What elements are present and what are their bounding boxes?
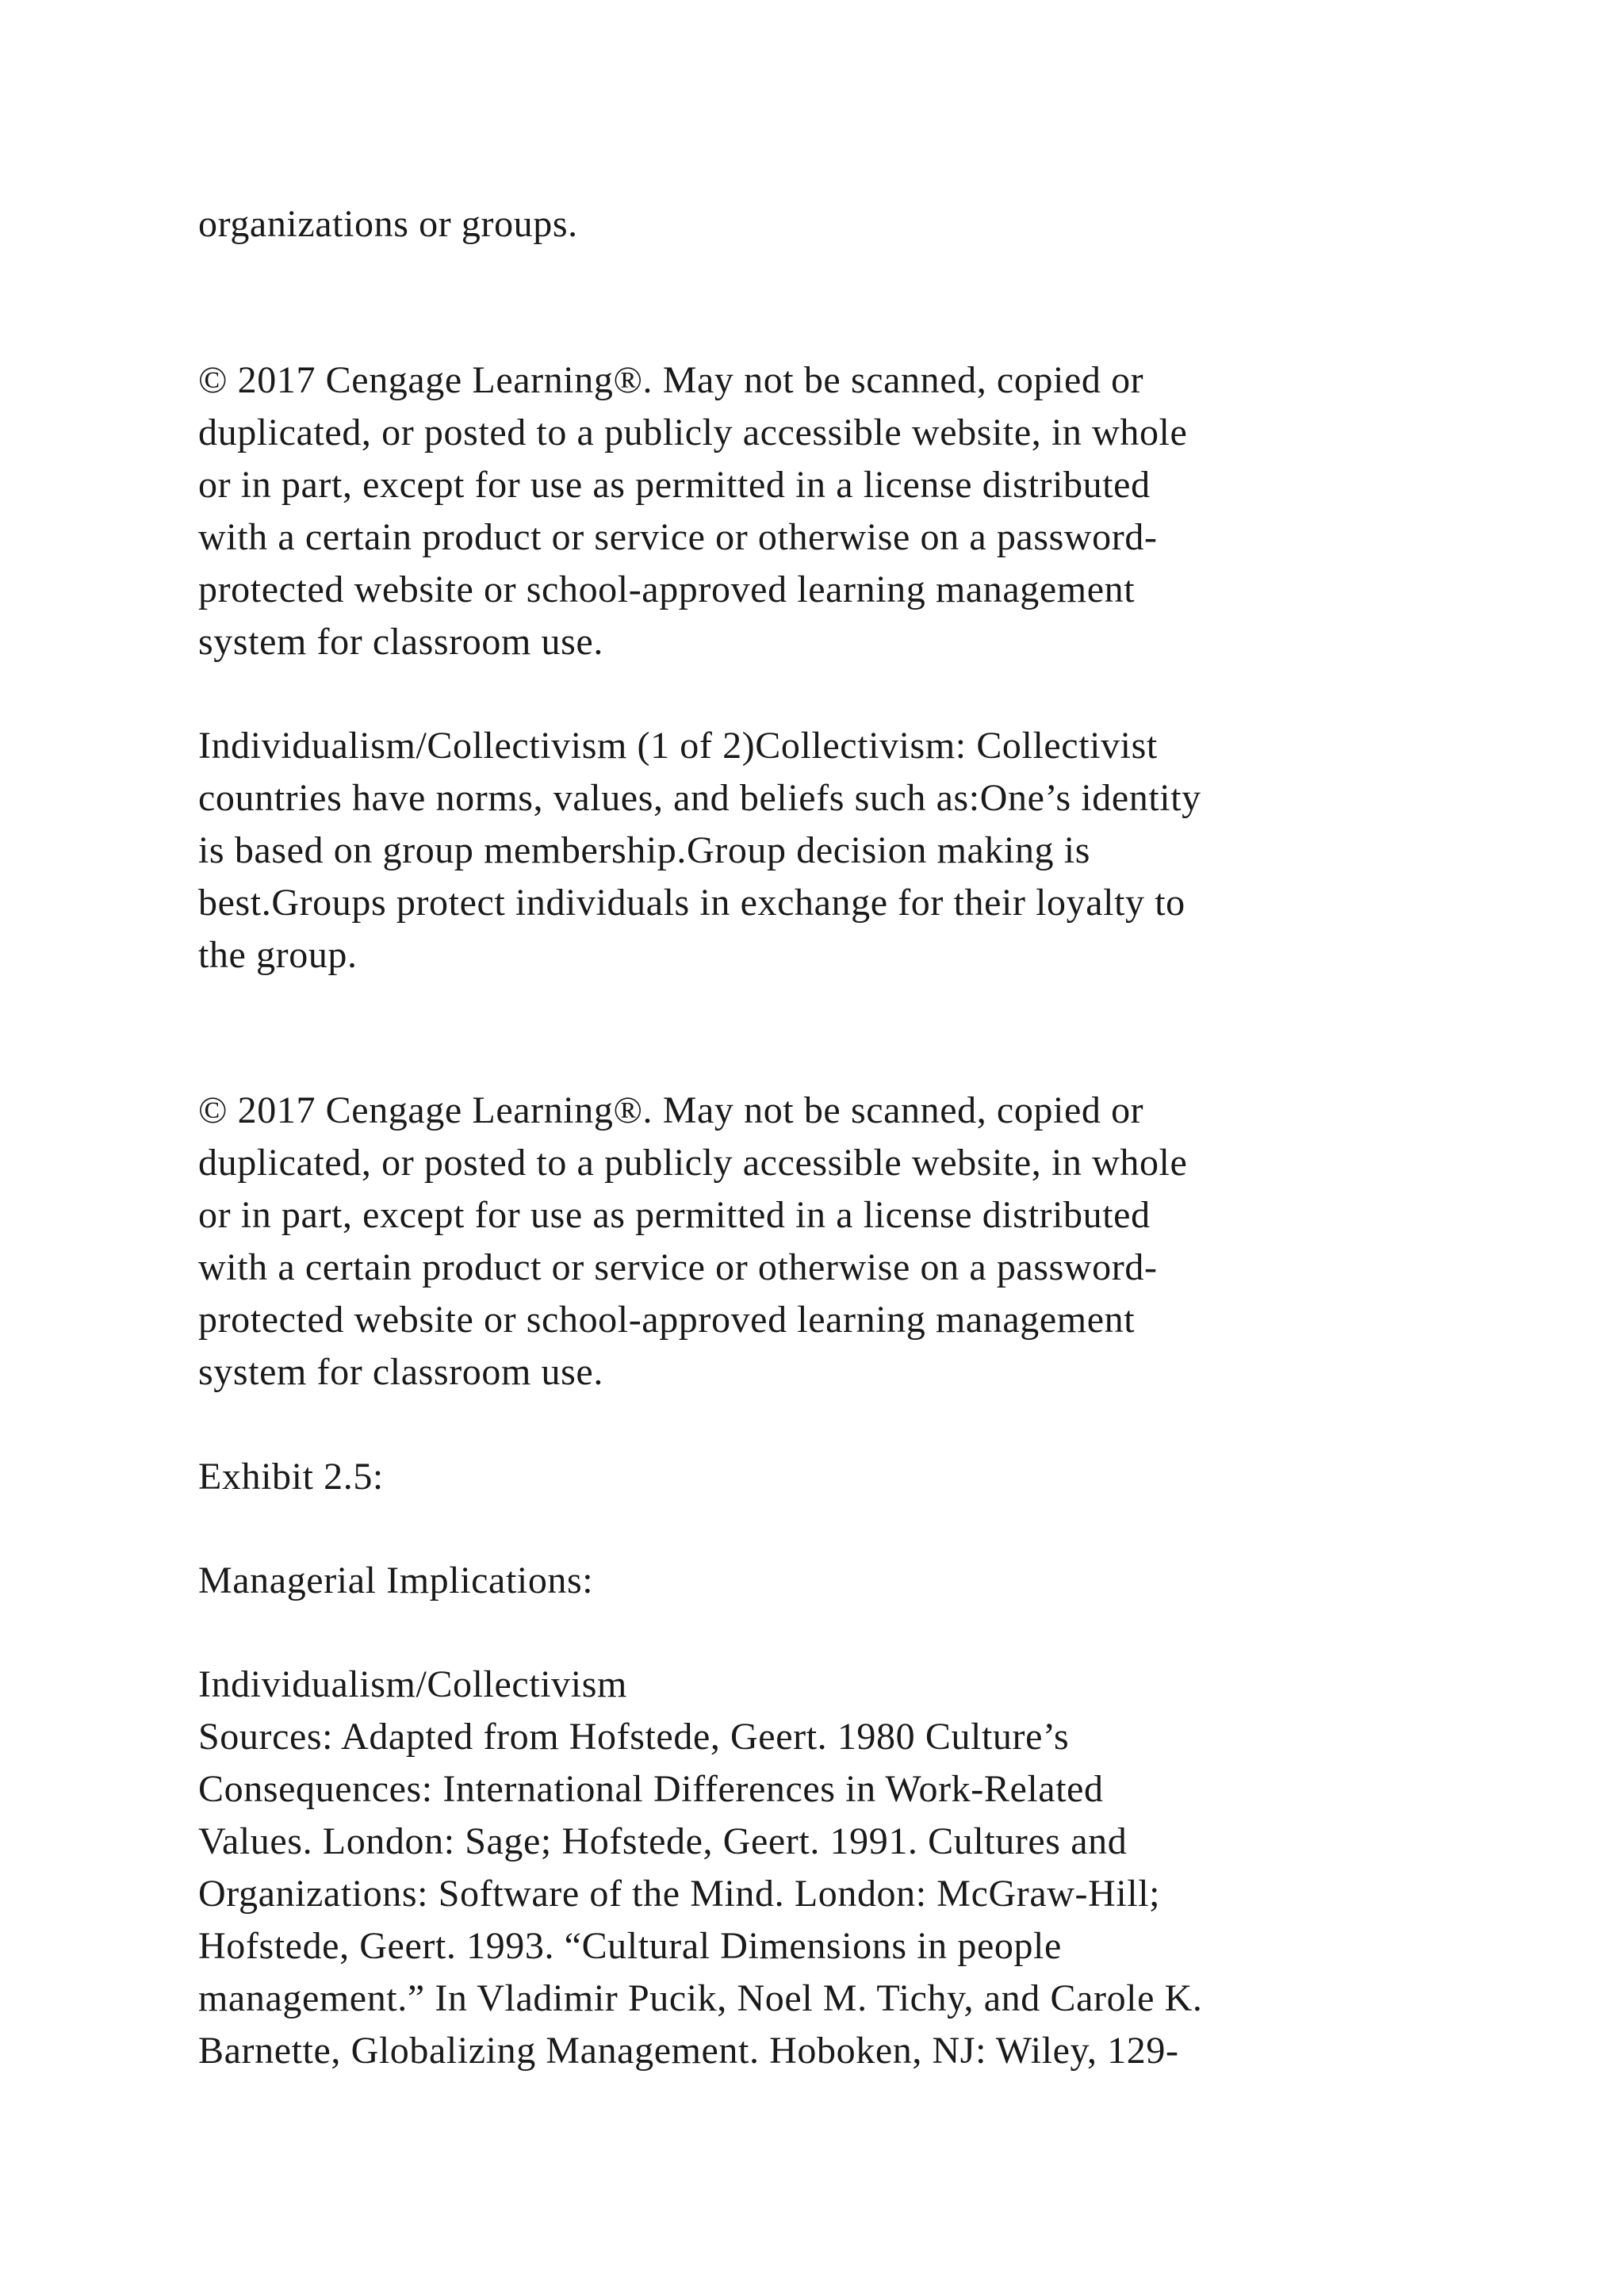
text-line: Individualism/Collectivism (1 of 2)Collectivism: Collectivist xyxy=(198,725,1158,767)
sources-line: Hofstede, Geert. 1993. “Cultural Dimensions in people xyxy=(198,1925,1062,1967)
sources-line: Sources: Adapted from Hofstede, Geert. 1980 Culture’s xyxy=(198,1716,1070,1758)
copyright-line: or in part, except for use as permitted in a license distributed xyxy=(198,464,1151,506)
copyright-line: with a certain product or service or otherwise on a password- xyxy=(198,516,1158,558)
copyright-line: © 2017 Cengage Learning®. May not be scanned, copied or xyxy=(198,1089,1144,1131)
section-heading: Managerial Implications: xyxy=(198,1559,594,1601)
sources-line: Values. London: Sage; Hofstede, Geert. 1991. Cultures and xyxy=(198,1820,1128,1862)
copyright-line: © 2017 Cengage Learning®. May not be scanned, copied or xyxy=(198,359,1144,401)
sources-line: management.” In Vladimir Pucik, Noel M. Tichy, and Carole K. xyxy=(198,1977,1203,2019)
section-heading: Individualism/Collectivism xyxy=(198,1663,627,1705)
sources-line: Barnette, Globalizing Management. Hoboken, NJ: Wiley, 129- xyxy=(198,2030,1179,2072)
copyright-line: with a certain product or service or otherwise on a password- xyxy=(198,1246,1158,1288)
copyright-line: duplicated, or posted to a publicly accessible website, in whole xyxy=(198,411,1188,453)
sources-line: Organizations: Software of the Mind. London: McGraw-Hill; xyxy=(198,1873,1161,1915)
copyright-line: system for classroom use. xyxy=(198,1351,603,1393)
exhibit-label: Exhibit 2.5: xyxy=(198,1456,384,1498)
copyright-line: protected website or school-approved learning management xyxy=(198,1299,1136,1341)
text-line: organizations or groups. xyxy=(198,203,578,245)
copyright-line: duplicated, or posted to a publicly accessible website, in whole xyxy=(198,1142,1188,1184)
copyright-line: or in part, except for use as permitted in a license distributed xyxy=(198,1194,1151,1236)
copyright-line: protected website or school-approved learning management xyxy=(198,568,1136,610)
text-line: countries have norms, values, and beliefs such as:One’s identity xyxy=(198,777,1201,819)
copyright-line: system for classroom use. xyxy=(198,621,603,663)
text-line: is based on group membership.Group decision making is xyxy=(198,829,1090,871)
text-line: the group. xyxy=(198,934,358,976)
sources-line: Consequences: International Differences in Work-Related xyxy=(198,1768,1104,1810)
text-line: best.Groups protect individuals in exchange for their loyalty to xyxy=(198,882,1185,924)
